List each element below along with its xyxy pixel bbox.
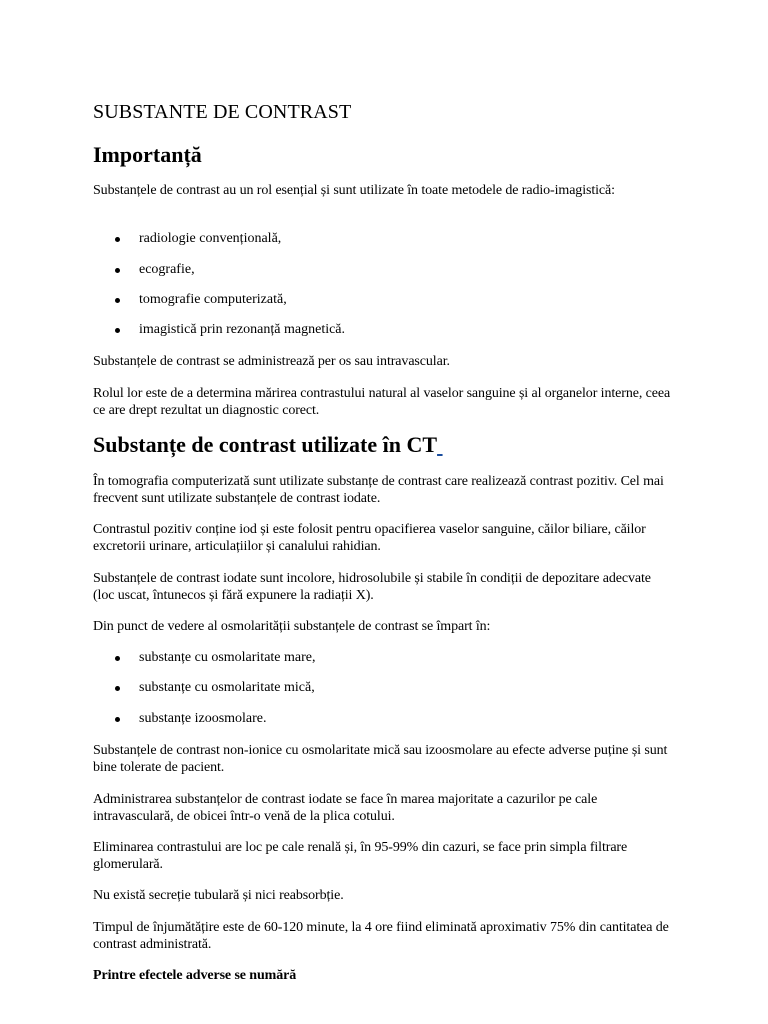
hyperlink-anchor[interactable] (437, 432, 443, 457)
bullet-icon (115, 686, 120, 691)
paragraph: Rolul lor este de a determina mărirea contrastului natural al vaselor sanguine și al organelor interne, ceea ce are drept rezultat un diagnostic corect. (93, 386, 671, 418)
paragraph: Substanțele de contrast au un rol esențial și sunt utilizate în toate metodele de radio-imagistică: (93, 183, 615, 198)
paragraph: În tomografia computerizată sunt utilizate substanțe de contrast care realizează contrast pozitiv. Cel mai frecvent sunt utilizate substanțele de contrast iodate. (93, 474, 664, 506)
section-heading-ct: Substanțe de contrast utilizate în CT (93, 432, 443, 458)
document-title: SUBSTANTE DE CONTRAST (93, 101, 352, 123)
paragraph: Timpul de înjumătățire este de 60-120 minute, la 4 ore fiind eliminată aproximativ 75% din cantitatea de contrast administrată. (93, 920, 669, 952)
paragraph: Substanțele de contrast non-ionice cu osmolaritate mică sau izoosmolare au efecte adverse puține și sunt bine tolerate de pacient. (93, 743, 668, 775)
paragraph: Din punct de vedere al osmolarității substanțele de contrast se împart în: (93, 619, 491, 634)
bullet-icon (115, 237, 120, 242)
closing-heading: Printre efectele adverse se numără (93, 968, 297, 983)
paragraph: Nu există secreție tubulară și nici reabsorbție. (93, 888, 344, 903)
bullet-icon (115, 268, 120, 273)
section-heading-importanta: Importanță (93, 142, 202, 167)
bullet-icon (115, 328, 120, 333)
paragraph: Substanțele de contrast iodate sunt incolore, hidrosolubile și stabile în condiții de depozitare adecvate (loc uscat, întunecos și fără expunere la radiații X). (93, 571, 651, 603)
paragraph: Eliminarea contrastului are loc pe cale renală și, în 95-99% din cazuri, se face prin simpla filtrare glomerulară. (93, 840, 628, 872)
bullet-icon (115, 656, 120, 661)
bullet-icon (115, 717, 120, 722)
paragraph: Contrastul pozitiv conține iod și este folosit pentru opacifierea vaselor sanguine, căilor biliare, căilor excretorii urinare, articulațiilor și canalului rahidian. (93, 522, 646, 554)
bullet-icon (115, 298, 120, 303)
paragraph: Substanțele de contrast se administrează per os sau intravascular. (93, 354, 450, 369)
paragraph: Administrarea substanțelor de contrast iodate se face în marea majoritate a cazurilor pe cale intravasculară, de obicei într-o venă de la plica cotului. (93, 792, 598, 824)
